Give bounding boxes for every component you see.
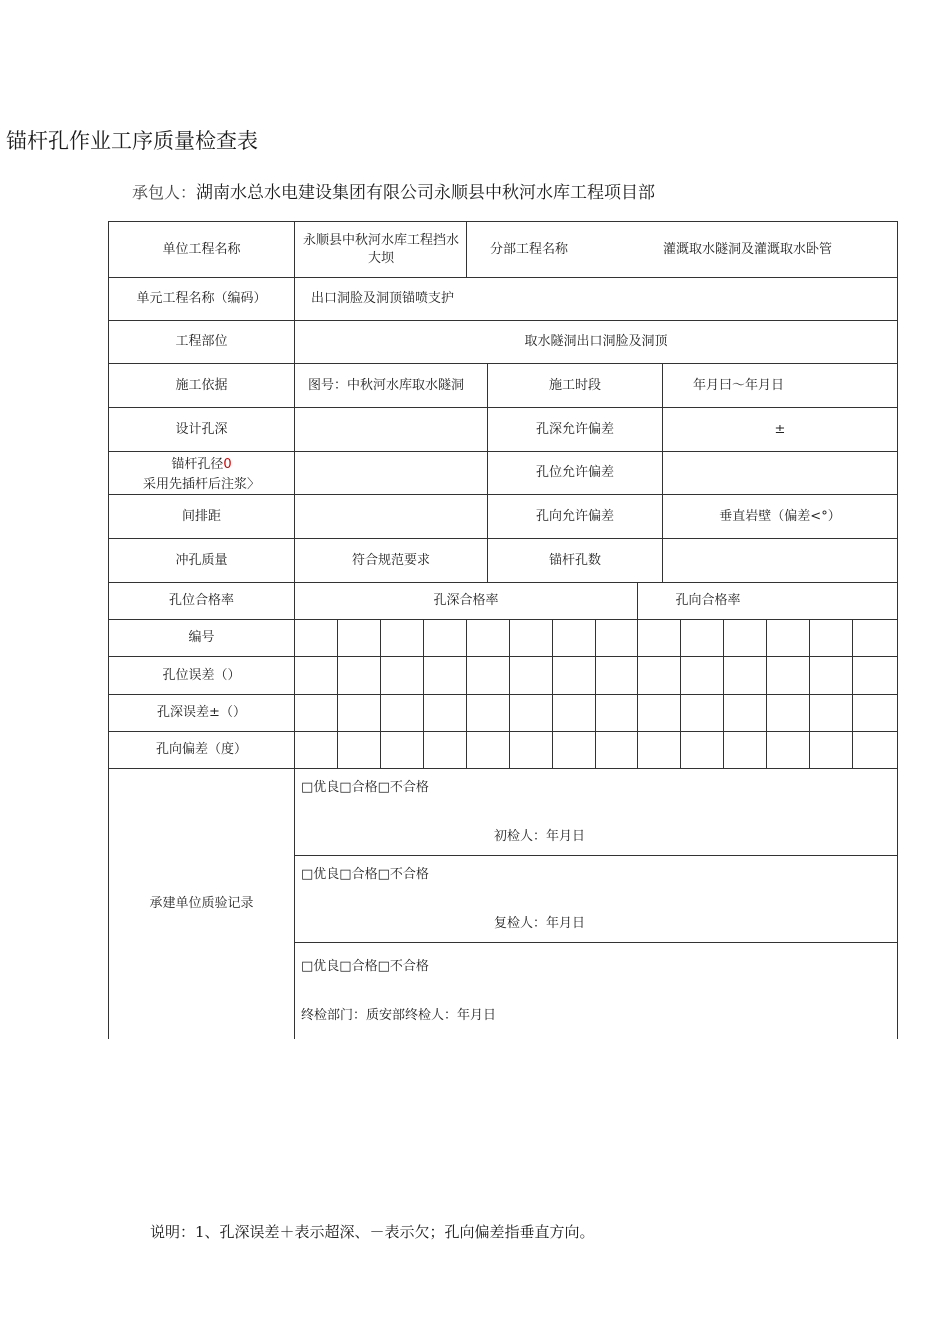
sub-project-value: 灌溉取水隧洞及灌溉取水卧管 [662,241,832,257]
flush-quality-label: 冲孔质量 [175,552,228,568]
diameter-note: 采用先插杆后注浆〉 [142,477,260,492]
direction-pass-rate-label: 孔向合格率 [675,593,741,608]
contractor-line [132,182,732,220]
sub-project-label: 分部工程名称 [490,241,569,257]
depth-tolerance-label: 孔深允许偏差 [535,421,614,437]
number-label: 编号 [188,630,215,645]
spacing-label: 间排距 [181,508,221,524]
first-inspection-options: □优良□合格□不合格 [301,780,429,795]
contractor-value: 湖南水总水电建设集团有限公司永顺县中秋河水库工程项目部 [196,183,656,203]
final-inspector: 终检部门：质安部终检人：年月日 [301,1008,497,1023]
contractor-label: 承包人： [132,183,197,202]
footnote: 说明：1、孔深误差＋表示超深、－表示欠；孔向偏差指垂直方向。 [150,1223,595,1241]
inspection-record-label: 承建单位质验记录 [149,896,254,911]
anchor-count-label: 锚杆孔数 [548,552,601,568]
location-value: 取水隧洞出口洞脸及洞顶 [524,334,668,349]
unit-project-value: 永顺县中秋河水库工程挡水大坝 [302,233,459,266]
position-tolerance-label: 孔位允许偏差 [535,465,614,480]
location-label: 工程部位 [175,334,228,349]
flush-quality-value: 符合规范要求 [351,552,430,568]
design-depth-label: 设计孔深 [175,421,228,437]
direction-error-label: 孔向偏差（度） [155,742,247,757]
diameter-mark: 0 [223,457,232,472]
depth-tolerance-value: ± [774,421,786,437]
second-inspection-options: □优良□合格□不合格 [301,867,429,882]
element-value: 出口洞脸及洞顶锚喷支护 [311,291,455,306]
first-inspector: 初检人：年月日 [494,829,586,844]
diameter-label-line [109,456,294,474]
period-value: 年月曰〜年月日 [693,377,785,393]
position-error-label: 孔位误差（） [162,667,241,683]
element-label: 单元工程名称（编码） [136,291,267,306]
direction-tolerance-label: 孔向允许偏差 [535,508,614,524]
diameter-label: 锚杆孔径 [171,457,224,472]
period-label: 施工时段 [548,377,601,393]
direction-tolerance-value: 垂直岩壁（偏差<°） [719,508,841,524]
final-inspection-options: □优良□合格□不合格 [301,959,429,974]
page-title: 锚杆孔作业工序质量检查表 [6,129,258,153]
unit-project-label: 单位工程名称 [162,241,241,257]
basis-value: 图号：中秋河水库取水隧洞 [308,377,465,393]
depth-pass-rate-label: 孔深合格率 [433,593,499,608]
depth-error-label: 孔深误差±（） [157,705,246,720]
position-pass-rate-label: 孔位合格率 [168,593,234,608]
second-inspector: 复检人：年月日 [494,916,586,931]
basis-label: 施工依据 [175,377,228,393]
